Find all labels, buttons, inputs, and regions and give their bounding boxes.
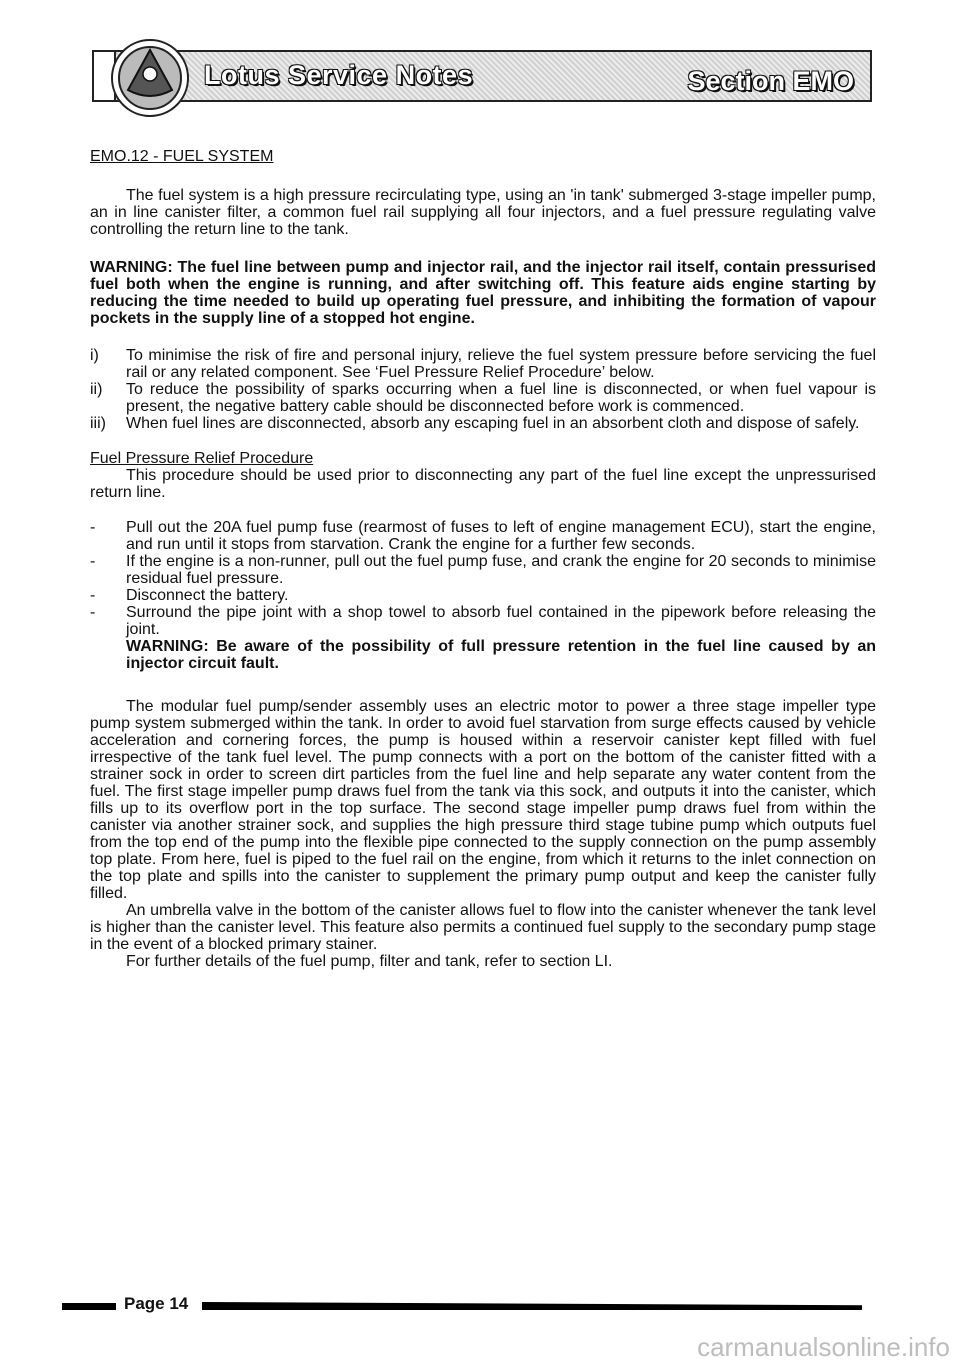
intro-paragraph: The fuel system is a high pressure recirculating type, using an 'in tank' submerged 3-stage impeller pump, an in line canister filter, a common fuel rail supplying all four injectors, and a fuel pressure regulating valve controlling the return line to the tank. (90, 187, 876, 238)
section-heading: EMO.12 - FUEL SYSTEM (90, 148, 274, 165)
list-item (90, 519, 876, 553)
list-text: Disconnect the battery. (126, 587, 289, 604)
watermark: carmanualsonline.info (697, 1332, 950, 1362)
header-section: Section EMO (687, 66, 854, 96)
body-paragraph: The modular fuel pump/sender assembly uses an electric motor to power a three stage impeller type pump system submerged within the tank. In order to avoid fuel starvation from surge effects caused by vehicle acceleration and cornering forces, the pump is housed within a reservoir canister kept filled with fuel irrespective of the tank fuel level. The pump connects with a port on the bottom of the canister fitted with a strainer sock in order to screen dirt particles from the fuel line and help separate any water content from the fuel. The first stage impeller pump draws fuel from the tank via this sock, and outputs it into the canister, which fills up to its overflow port in the top surface. The second stage impeller pump draws fuel from within the canister via another strainer sock, and supplies the high pressure third stage tubine pump which outputs fuel from the top end of the pump into the flexible pipe connected to the supply connection on the pump assembly top plate. From here, fuel is piped to the fuel rail on the engine, from which it returns to the inlet connection on the top plate and spills into the canister to supplement the primary pump output and keep the canister fully filled. (90, 698, 876, 902)
document-body (90, 148, 876, 970)
footer-bar-right (202, 1302, 862, 1310)
warning-note: WARNING: Be aware of the possibility of full pressure retention in the fuel line caused by an injector circuit fault. (126, 638, 876, 672)
header-title: Lotus Service Notes (204, 60, 474, 90)
list-marker: i) (90, 347, 99, 364)
header-banner (92, 50, 872, 102)
list-item (90, 415, 876, 432)
list-text: To reduce the possibility of sparks occurring when a fuel line is disconnected, or when fuel vapour is present, the negative battery cable should be disconnected before work is commenced. (126, 381, 876, 415)
list-marker: ii) (90, 381, 103, 398)
footer-bar-left (62, 1303, 116, 1310)
list-item (90, 604, 876, 638)
list-item (90, 553, 876, 587)
body-paragraph: An umbrella valve in the bottom of the canister allows fuel to flow into the canister whenever the tank level is higher than the canister level. This feature also permits a continued fuel supply to the secondary pump stage in the event of a blocked primary stainer. (90, 902, 876, 953)
page-number: Page 14 (124, 1294, 189, 1313)
list-item (90, 347, 876, 381)
list-item (90, 638, 876, 672)
procedure-steps (90, 519, 876, 672)
list-item (90, 381, 876, 415)
list-marker: - (90, 553, 96, 570)
list-text: When fuel lines are disconnected, absorb any escaping fuel in an absorbent cloth and dispose of safely. (126, 415, 860, 432)
relief-intro: This procedure should be used prior to disconnecting any part of the fuel line except the unpressurised return line. (90, 467, 876, 501)
list-marker: - (90, 604, 96, 621)
list-marker-blank (90, 638, 126, 672)
list-marker: - (90, 519, 96, 536)
list-text: If the engine is a non-runner, pull out the fuel pump fuse, and crank the engine for 20 seconds to minimise residual fuel pressure. (126, 553, 876, 587)
list-text: Pull out the 20A fuel pump fuse (rearmost of fuses to left of engine management ECU), start the engine, and run until it stops from starvation. Crank the engine for a further few seconds. (126, 519, 876, 553)
list-marker: - (90, 587, 96, 604)
list-text: To minimise the risk of fire and personal injury, relieve the fuel system pressure before servicing the fuel rail or any related component. See ‘Fuel Pressure Relief Procedure’ below. (126, 347, 876, 381)
relief-heading: Fuel Pressure Relief Procedure (90, 450, 314, 467)
numbered-list (90, 347, 876, 432)
lotus-logo-icon (110, 38, 190, 118)
list-marker: iii) (90, 415, 106, 432)
list-text: Surround the pipe joint with a shop towel to absorb fuel contained in the pipework before releasing the joint. (126, 604, 876, 638)
warning-paragraph: WARNING: The fuel line between pump and injector rail, and the injector rail itself, contain pressurised fuel both when the engine is running, and after switching off. This feature aids engine starting by reducing the time needed to build up operating fuel pressure, and inhibiting the formation of vapour pockets in the supply line of a stopped hot engine. (90, 259, 876, 327)
body-paragraph: For further details of the fuel pump, filter and tank, refer to section LI. (126, 953, 613, 970)
page-footer (62, 1292, 862, 1322)
list-item (90, 587, 876, 604)
